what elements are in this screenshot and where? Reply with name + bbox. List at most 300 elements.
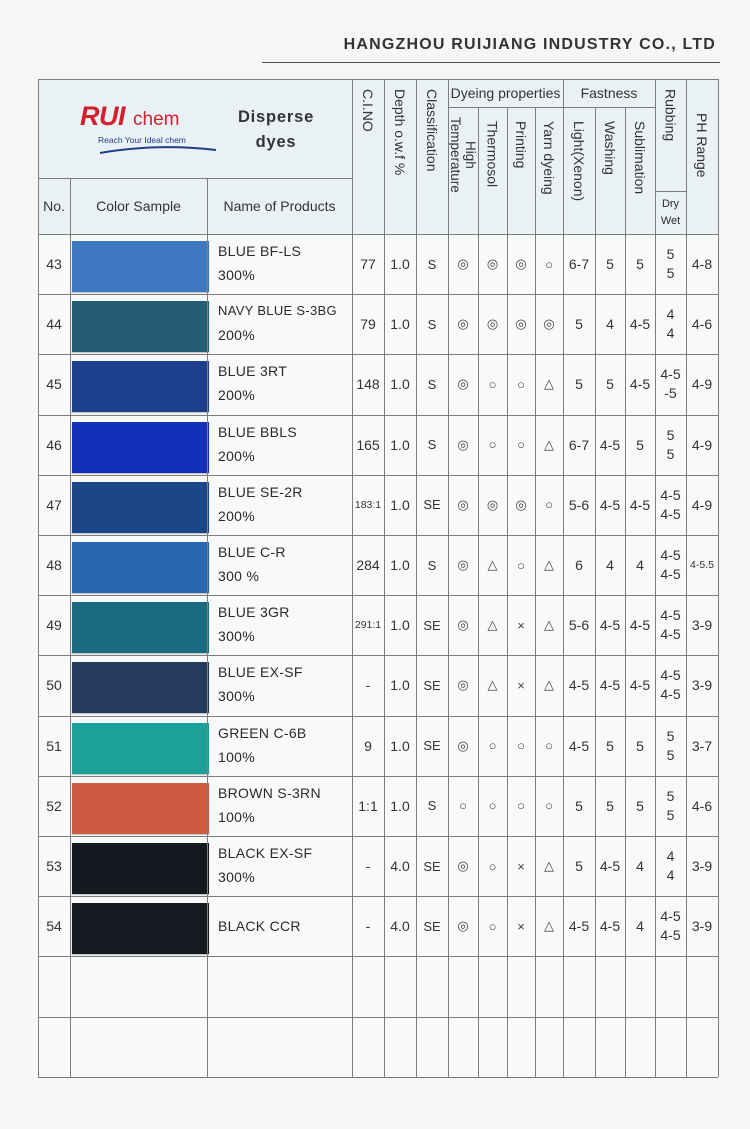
header-dry-wet: Dry Wet xyxy=(655,191,686,234)
printing-rating xyxy=(507,655,535,715)
ph-range-text: 4-9 xyxy=(691,436,713,453)
brand-logo-chem: chem xyxy=(133,109,180,130)
sublimation-fastness xyxy=(625,655,655,715)
thermosol-rating xyxy=(478,655,507,715)
light-fastness xyxy=(563,836,595,896)
ph-range-text: 3-9 xyxy=(691,918,713,935)
sublimation-fastness-text: 5 xyxy=(636,797,644,814)
depth-value-text: 1.0 xyxy=(390,677,410,694)
depth-value xyxy=(384,294,416,354)
yarn-dyeing-rating-text: ○ xyxy=(545,497,553,513)
classification-value-text: SE xyxy=(423,677,441,693)
brand-logo-rui: RUI xyxy=(80,101,125,131)
row-number xyxy=(38,595,70,655)
ci-no-text: - xyxy=(365,677,371,694)
classification-value xyxy=(416,836,448,896)
ph-range xyxy=(686,776,718,836)
sublimation-fastness xyxy=(625,595,655,655)
ci-no xyxy=(352,535,384,595)
ci-no-text: 79 xyxy=(360,316,376,333)
printing-rating-text: × xyxy=(517,677,525,693)
color-swatch xyxy=(72,482,209,533)
sublimation-fastness xyxy=(625,234,655,294)
ph-range-text: 3-9 xyxy=(691,858,713,875)
washing-fastness xyxy=(595,896,625,956)
row-number xyxy=(38,776,70,836)
classification-value xyxy=(416,896,448,956)
depth-value xyxy=(384,896,416,956)
depth-value xyxy=(384,836,416,896)
ph-range xyxy=(686,475,718,535)
classification-value xyxy=(416,475,448,535)
header-product-name: Name of Products xyxy=(207,178,352,234)
rubbing-fastness xyxy=(655,776,686,836)
thermosol-rating xyxy=(478,475,507,535)
washing-fastness-text: 4-5 xyxy=(599,918,621,935)
printing-rating xyxy=(507,896,535,956)
high-temperature-rating xyxy=(448,415,478,475)
table-row xyxy=(38,535,718,595)
ci-no-text: 148 xyxy=(356,376,380,393)
sublimation-fastness-text: 5 xyxy=(636,737,644,754)
sublimation-fastness xyxy=(625,716,655,776)
high-temperature-rating xyxy=(448,354,478,414)
high-temperature-rating-text: ○ xyxy=(459,798,467,814)
classification-value xyxy=(416,776,448,836)
printing-rating xyxy=(507,716,535,776)
product-name-line1: NAVY BLUE S-3BG xyxy=(218,303,337,319)
depth-value-text: 1.0 xyxy=(390,256,410,273)
sublimation-fastness-text: 4 xyxy=(636,557,644,574)
product-name xyxy=(218,239,358,287)
rubbing-dry: 5 xyxy=(666,727,675,744)
printing-rating-text: ◎ xyxy=(515,256,527,272)
company-underline xyxy=(262,62,720,63)
thermosol-rating-text: ◎ xyxy=(486,316,499,332)
depth-value xyxy=(384,776,416,836)
row-number-text: 48 xyxy=(46,557,62,574)
sublimation-fastness xyxy=(625,896,655,956)
light-fastness xyxy=(563,354,595,414)
sublimation-fastness-text: 4-5 xyxy=(629,376,651,393)
grid-vline xyxy=(207,178,208,1077)
sublimation-fastness xyxy=(625,836,655,896)
header-color-sample: Color Sample xyxy=(70,178,207,234)
high-temperature-rating-text: ◎ xyxy=(457,918,469,934)
thermosol-rating xyxy=(478,896,507,956)
ci-no-text: 9 xyxy=(364,737,372,754)
grid-hline xyxy=(38,896,718,897)
rubbing-dry: 4-5 xyxy=(660,486,681,503)
product-strength: 200% xyxy=(218,507,256,524)
yarn-dyeing-rating xyxy=(535,294,563,354)
grid-vline xyxy=(416,79,417,1077)
yarn-dyeing-rating xyxy=(535,415,563,475)
product-name xyxy=(218,420,358,468)
sublimation-fastness-text: 4 xyxy=(636,858,644,875)
thermosol-rating xyxy=(478,354,507,414)
high-temperature-rating xyxy=(448,475,478,535)
washing-fastness xyxy=(595,234,625,294)
washing-fastness-text: 4-5 xyxy=(599,436,621,453)
thermosol-rating-text: ◎ xyxy=(486,496,499,512)
ph-range-text: 4-6 xyxy=(691,797,713,814)
printing-rating xyxy=(507,354,535,414)
header-light-xenon: Light(Xenon) xyxy=(563,107,595,234)
rubbing-wet: 4 xyxy=(666,867,675,884)
grid-vline xyxy=(686,79,687,1077)
thermosol-rating-text: △ xyxy=(487,557,498,573)
thermosol-rating-text: △ xyxy=(487,677,498,693)
header-ci-no: C.I.NO xyxy=(352,79,384,234)
light-fastness xyxy=(563,896,595,956)
rubbing-wet: 5 xyxy=(666,806,675,823)
rubbing-wet: 4-5 xyxy=(660,626,681,643)
high-temperature-rating-text: ◎ xyxy=(457,436,469,452)
printing-rating-text: ○ xyxy=(517,376,525,392)
classification-value-text: SE xyxy=(423,858,441,874)
high-temperature-rating xyxy=(448,595,478,655)
printing-rating xyxy=(507,475,535,535)
classification-value-text: S xyxy=(427,437,437,453)
washing-fastness xyxy=(595,415,625,475)
rubbing-fastness xyxy=(655,655,686,715)
high-temperature-rating xyxy=(448,896,478,956)
light-fastness-text: 6-7 xyxy=(568,436,590,453)
sublimation-fastness-text: 4 xyxy=(636,918,644,935)
washing-fastness-text: 4-5 xyxy=(599,617,621,634)
rubbing-fastness xyxy=(655,234,686,294)
yarn-dyeing-rating-text: △ xyxy=(544,557,554,573)
rubbing-dry: 5 xyxy=(666,787,675,804)
ci-no-text: 77 xyxy=(360,256,376,273)
row-number xyxy=(38,234,70,294)
product-name xyxy=(218,600,358,648)
washing-fastness-text: 5 xyxy=(606,376,614,393)
depth-value xyxy=(384,595,416,655)
light-fastness-text: 5-6 xyxy=(568,496,590,513)
light-fastness-text: 4-5 xyxy=(568,737,590,754)
product-name xyxy=(218,299,358,347)
yarn-dyeing-rating xyxy=(535,836,563,896)
depth-value-text: 1.0 xyxy=(390,797,410,814)
ci-no-text: - xyxy=(365,918,371,935)
depth-value xyxy=(384,475,416,535)
light-fastness-text: 5 xyxy=(575,376,583,393)
header-ph-range: PH Range xyxy=(686,79,718,234)
depth-value-text: 1.0 xyxy=(390,376,410,393)
rubbing-fastness xyxy=(655,475,686,535)
product-name xyxy=(218,660,358,708)
washing-fastness-text: 5 xyxy=(606,737,614,754)
color-swatch xyxy=(72,422,209,473)
ci-no-text: 183:1 xyxy=(354,498,382,511)
row-number xyxy=(38,294,70,354)
grid-vline xyxy=(478,107,479,1077)
printing-rating-text: ◎ xyxy=(515,316,527,332)
depth-value-text: 1.0 xyxy=(390,617,410,634)
product-strength: 300% xyxy=(218,628,256,645)
printing-rating xyxy=(507,776,535,836)
brand-tagline: Reach Your Ideal chem xyxy=(98,135,186,145)
yarn-dyeing-rating-text: ○ xyxy=(545,256,553,272)
ph-range xyxy=(686,234,718,294)
product-strength: 300% xyxy=(218,869,256,885)
header-sublimation: Sublimation xyxy=(625,107,655,234)
printing-rating-text: ○ xyxy=(517,437,525,453)
rubbing-fastness xyxy=(655,294,686,354)
thermosol-rating-text: ○ xyxy=(488,437,497,453)
rubbing-fastness xyxy=(655,595,686,655)
light-fastness xyxy=(563,595,595,655)
light-fastness xyxy=(563,716,595,776)
ph-range-text: 4-6 xyxy=(691,316,713,333)
thermosol-rating-text: ○ xyxy=(488,918,497,934)
grid-hline xyxy=(38,294,718,295)
rubbing-dry: 4-5 xyxy=(660,607,681,624)
product-name-line1: BLUE BBLS xyxy=(218,423,297,440)
printing-rating xyxy=(507,535,535,595)
table-row xyxy=(38,354,718,414)
header-dyeing-properties: Dyeing properties xyxy=(448,79,563,107)
ci-no-text: 1:1 xyxy=(358,797,378,814)
sublimation-fastness xyxy=(625,535,655,595)
row-number-text: 52 xyxy=(46,797,62,814)
yarn-dyeing-rating xyxy=(535,776,563,836)
depth-value-text: 1.0 xyxy=(390,557,410,574)
thermosol-rating xyxy=(478,535,507,595)
thermosol-rating xyxy=(478,716,507,776)
classification-value xyxy=(416,294,448,354)
high-temperature-rating xyxy=(448,776,478,836)
depth-value xyxy=(384,354,416,414)
product-name-line1: BLUE 3GR xyxy=(218,604,290,621)
ci-no xyxy=(352,415,384,475)
ph-range xyxy=(686,354,718,414)
ph-range-text: 4-9 xyxy=(691,496,713,513)
grid-vline xyxy=(655,79,656,1077)
ci-no-text: - xyxy=(365,858,371,875)
ph-range-text: 3-7 xyxy=(691,737,713,754)
row-number-text: 51 xyxy=(46,737,62,754)
ci-no xyxy=(352,655,384,715)
sublimation-fastness xyxy=(625,776,655,836)
grid-hline xyxy=(38,475,718,476)
yarn-dyeing-rating xyxy=(535,716,563,776)
classification-value-text: S xyxy=(427,256,437,272)
ph-range-text: 4-9 xyxy=(691,376,713,393)
light-fastness xyxy=(563,535,595,595)
depth-value-text: 1.0 xyxy=(390,316,410,333)
thermosol-rating-text: ○ xyxy=(488,798,497,814)
table-row xyxy=(38,896,718,956)
product-strength: 300 % xyxy=(218,568,260,584)
color-swatch xyxy=(72,903,209,954)
sublimation-fastness xyxy=(625,415,655,475)
rubbing-dry: 4 xyxy=(666,848,675,865)
row-number-text: 53 xyxy=(46,858,62,875)
color-swatch xyxy=(72,602,209,653)
yarn-dyeing-rating-text: ○ xyxy=(545,738,553,754)
color-swatch xyxy=(72,783,209,834)
product-strength: 300% xyxy=(218,267,256,283)
light-fastness xyxy=(563,776,595,836)
rubbing-dry: 4-5 xyxy=(660,667,681,684)
ci-no xyxy=(352,234,384,294)
washing-fastness-text: 4 xyxy=(606,316,614,333)
color-swatch xyxy=(72,241,209,292)
thermosol-rating-text: △ xyxy=(487,617,498,633)
light-fastness xyxy=(563,415,595,475)
high-temperature-rating-text: ◎ xyxy=(457,557,469,573)
yarn-dyeing-rating xyxy=(535,655,563,715)
washing-fastness xyxy=(595,595,625,655)
row-number-text: 43 xyxy=(46,256,62,273)
grid-hline xyxy=(655,191,686,192)
high-temperature-rating xyxy=(448,294,478,354)
washing-fastness-text: 4-5 xyxy=(599,858,621,875)
table-row xyxy=(38,836,718,896)
grid-vline xyxy=(535,107,536,1077)
table-row xyxy=(38,415,718,475)
logo-swoosh-icon xyxy=(98,145,218,155)
classification-value-text: SE xyxy=(423,738,441,754)
grid-vline xyxy=(507,107,508,1077)
thermosol-rating-text: ○ xyxy=(488,858,497,874)
printing-rating-text: × xyxy=(517,918,525,934)
row-number-text: 44 xyxy=(46,316,62,333)
yarn-dyeing-rating xyxy=(535,896,563,956)
light-fastness-text: 4-5 xyxy=(568,918,590,935)
ci-no xyxy=(352,595,384,655)
classification-value-text: S xyxy=(427,557,437,573)
classification-value-text: S xyxy=(427,798,437,814)
depth-value-text: 1.0 xyxy=(390,737,410,754)
header-thermosol: Thermosol xyxy=(478,107,507,234)
color-swatch xyxy=(72,301,209,352)
washing-fastness xyxy=(595,655,625,715)
classification-value-text: SE xyxy=(423,918,441,934)
light-fastness-text: 5 xyxy=(575,858,583,875)
classification-value xyxy=(416,535,448,595)
classification-value xyxy=(416,415,448,475)
light-fastness xyxy=(563,294,595,354)
ci-no xyxy=(352,896,384,956)
grid-hline xyxy=(38,716,718,717)
light-fastness xyxy=(563,475,595,535)
thermosol-rating xyxy=(478,234,507,294)
rubbing-dry: 5 xyxy=(666,426,675,443)
product-strength: 100% xyxy=(218,748,256,765)
thermosol-rating-text: ○ xyxy=(488,738,497,754)
grid-hline xyxy=(38,234,718,235)
yarn-dyeing-rating xyxy=(535,475,563,535)
washing-fastness xyxy=(595,354,625,414)
row-number xyxy=(38,836,70,896)
product-name-line1: BLUE BF-LS xyxy=(218,243,302,259)
product-table xyxy=(38,79,718,1077)
header-yarn-dyeing: Yarn dyeing xyxy=(535,107,563,234)
color-swatch xyxy=(72,843,209,894)
rubbing-wet: 4-5 xyxy=(660,927,681,944)
classification-value xyxy=(416,716,448,776)
sublimation-fastness-text: 5 xyxy=(636,436,644,453)
sublimation-fastness-text: 4-5 xyxy=(629,617,651,634)
grid-hline xyxy=(38,415,718,416)
ci-no-text: 284 xyxy=(356,557,380,574)
light-fastness-text: 6 xyxy=(575,557,583,574)
printing-rating-text: × xyxy=(517,617,525,633)
company-name: HANGZHOU RUIJIANG INDUSTRY CO., LTD xyxy=(343,36,716,53)
product-strength: 200% xyxy=(218,387,256,404)
light-fastness-text: 6-7 xyxy=(568,256,590,273)
row-number xyxy=(38,896,70,956)
rubbing-fastness xyxy=(655,415,686,475)
grid-vline xyxy=(448,79,449,1077)
high-temperature-rating-text: ◎ xyxy=(457,316,469,332)
rubbing-wet: 4-5 xyxy=(660,686,681,703)
printing-rating-text: ○ xyxy=(517,798,525,814)
classification-value xyxy=(416,595,448,655)
product-strength: 100% xyxy=(218,808,256,825)
header-no: No. xyxy=(38,178,70,234)
product-strength: 300% xyxy=(218,688,256,705)
grid-vline xyxy=(563,79,564,1077)
ci-no xyxy=(352,475,384,535)
washing-fastness xyxy=(595,776,625,836)
sublimation-fastness xyxy=(625,294,655,354)
product-name xyxy=(218,781,358,829)
product-name-line1: BLUE C-R xyxy=(218,544,286,560)
washing-fastness xyxy=(595,716,625,776)
depth-value-text: 1.0 xyxy=(390,436,410,453)
row-number-text: 49 xyxy=(46,617,62,634)
printing-rating-text: ○ xyxy=(517,557,525,573)
rubbing-wet: 4 xyxy=(666,325,675,342)
high-temperature-rating-text: ◎ xyxy=(457,858,469,874)
thermosol-rating xyxy=(478,595,507,655)
row-number-text: 54 xyxy=(46,918,62,935)
classification-value-text: SE xyxy=(423,617,441,633)
grid-hline xyxy=(38,836,718,837)
row-number xyxy=(38,475,70,535)
header-washing: Washing xyxy=(595,107,625,234)
row-number xyxy=(38,415,70,475)
sublimation-fastness xyxy=(625,354,655,414)
grid-vline xyxy=(384,79,385,1077)
yarn-dyeing-rating xyxy=(535,535,563,595)
rubbing-wet: 4-5 xyxy=(660,566,681,583)
classification-value-text: S xyxy=(427,316,437,332)
classification-value xyxy=(416,234,448,294)
product-strength: 200% xyxy=(218,447,256,464)
product-strength: 200% xyxy=(218,327,256,344)
ci-no xyxy=(352,294,384,354)
rubbing-fastness xyxy=(655,354,686,414)
grid-hline xyxy=(38,178,352,179)
sublimation-fastness xyxy=(625,475,655,535)
ci-no xyxy=(352,354,384,414)
row-number-text: 45 xyxy=(46,376,62,393)
depth-value-text: 1.0 xyxy=(390,496,410,513)
product-name xyxy=(218,359,358,407)
classification-value xyxy=(416,354,448,414)
color-swatch xyxy=(72,361,209,412)
product-name xyxy=(218,480,358,528)
rubbing-fastness xyxy=(655,896,686,956)
yarn-dyeing-rating xyxy=(535,354,563,414)
grid-vline xyxy=(595,107,596,1077)
